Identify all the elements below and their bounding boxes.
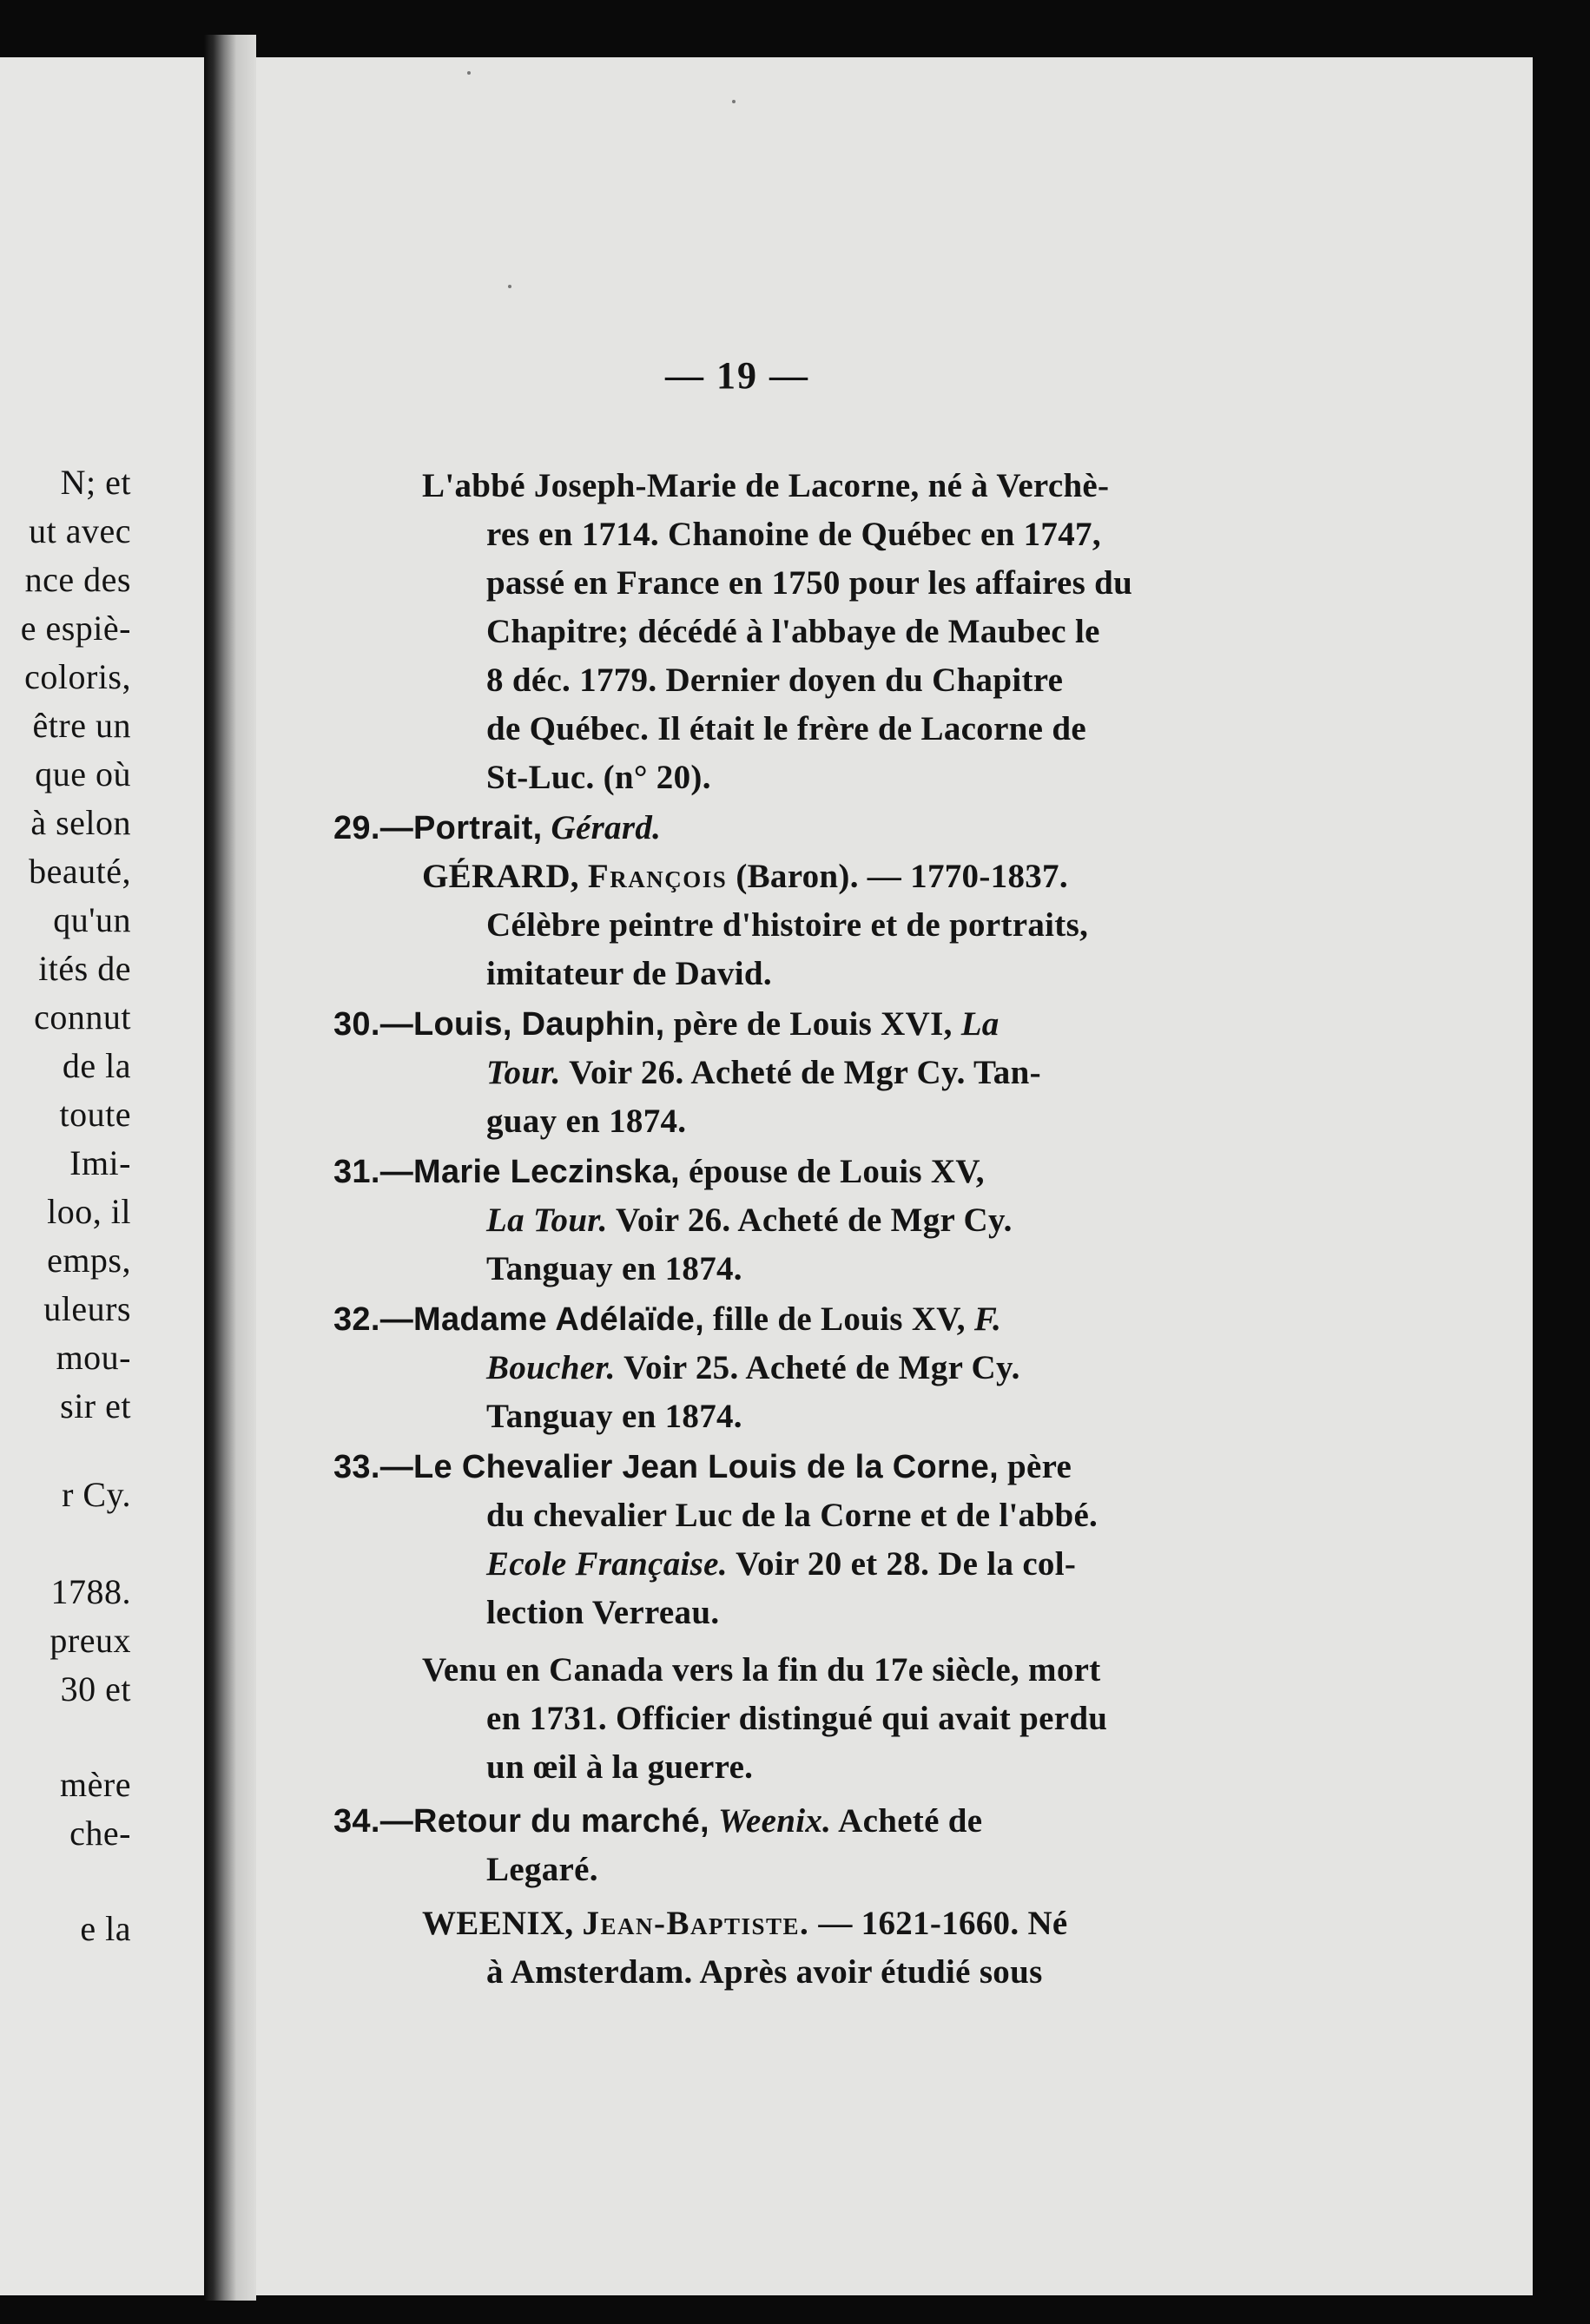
left-page-text-fragment: loo, il [47,1192,131,1231]
left-page-text-fragment: N; et [60,463,131,502]
speck [732,100,736,103]
entry-note-line: Venu en Canada vers la fin du 17e siècle, mort [422,1651,1101,1689]
entry-note-line: un œil à la guerre. [486,1748,754,1786]
catalog-entry-33: 33.—Le Chevalier Jean Louis de la Corne, père [333,1448,1072,1485]
catalog-entry-32: 32.—Madame Adélaïde, fille de Louis XV, F. [333,1300,1002,1338]
left-page-text-fragment: ut avec [29,511,131,550]
speck [508,285,511,288]
artist-bio-line: Célèbre peintre d'histoire et de portraits, [486,906,1089,944]
left-page-text-fragment: être un [32,706,131,745]
left-page-text-fragment: connut [34,997,131,1037]
left-page-text-fragment: sir et [60,1386,131,1425]
intro-note-line: passé en France en 1750 pour les affaires du [486,564,1133,602]
left-page-text-fragment: qu'un [53,900,131,939]
catalog-entry-31: 31.—Marie Leczinska, épouse de Louis XV, [333,1153,985,1190]
artist-bio-line: imitateur de David. [486,955,772,992]
page-number: — 19 — [665,354,809,397]
catalog-entry-line: Legaré. [486,1851,598,1888]
catalog-entry-line: Tour. Voir 26. Acheté de Mgr Cy. Tan- [486,1054,1041,1091]
intro-note-line: Chapitre; décédé à l'abbaye de Maubec le [486,613,1100,650]
catalog-entry-line: Tanguay en 1874. [486,1250,742,1287]
artist-bio-line: à Amsterdam. Après avoir étudié sous [486,1953,1043,1991]
left-page-text-fragment: de la [62,1046,131,1085]
left-page-text-fragment: nce des [24,560,131,599]
catalog-entry-29: 29.—Portrait, Gérard. [333,809,662,846]
catalog-entry-30: 30.—Louis, Dauphin, père de Louis XVI, La [333,1005,1000,1043]
left-page-text-fragment: emps, [47,1241,131,1280]
intro-note-line: de Québec. Il était le frère de Lacorne de [486,710,1086,747]
intro-note-line: 8 déc. 1779. Dernier doyen du Chapitre [486,662,1064,699]
left-page-text-fragment: mou- [56,1338,131,1377]
catalog-entry-line: Ecole Française. Voir 20 et 28. De la col- [486,1545,1077,1583]
left-page-text-fragment: e la [80,1909,131,1948]
catalog-entry-34: 34.—Retour du marché, Weenix. Acheté de [333,1802,983,1840]
left-page-text-fragment: che- [69,1814,131,1853]
artist-bio-line: WEENIX, Jean-Baptiste. — 1621-1660. Né [422,1905,1068,1942]
left-page-text-fragment: mère [60,1765,131,1804]
catalog-entry-line: Boucher. Voir 25. Acheté de Mgr Cy. [486,1349,1020,1386]
left-page-text-fragment: Imi- [69,1143,131,1182]
left-page-text-fragment: coloris, [24,657,131,696]
left-page-fragment [0,57,204,2295]
left-page-text-fragment: à selon [30,803,131,842]
catalog-entry-line: lection Verreau. [486,1594,720,1631]
left-page-text-fragment: toute [59,1095,131,1134]
intro-note-line: St-Luc. (n° 20). [486,759,711,796]
left-page-text-fragment: ités de [38,949,131,988]
catalog-entry-line: La Tour. Voir 26. Acheté de Mgr Cy. [486,1202,1013,1239]
catalog-entry-line: du chevalier Luc de la Corne et de l'abbé. [486,1497,1098,1534]
entry-note-line: en 1731. Officier distingué qui avait perdu [486,1700,1108,1737]
intro-note-line: res en 1714. Chanoine de Québec en 1747, [486,516,1101,553]
catalog-entry-line: Tanguay en 1874. [486,1398,742,1435]
left-page-text-fragment: e espiè- [20,609,131,648]
left-page-text-fragment: r Cy. [62,1475,131,1514]
artist-bio-line: GÉRARD, François (Baron). — 1770-1837. [422,858,1068,895]
book-gutter [204,35,256,2301]
left-page-text-fragment: uleurs [43,1289,131,1328]
left-page-text-fragment: preux [49,1621,131,1660]
right-page [256,57,1533,2295]
intro-note-line: L'abbé Joseph-Marie de Lacorne, né à Verchè- [422,467,1110,504]
left-page-text-fragment: beauté, [29,852,131,891]
speck [467,71,471,75]
left-page-text-fragment: que où [35,754,131,793]
left-page-text-fragment: 30 et [60,1669,131,1708]
catalog-entry-line: guay en 1874. [486,1103,687,1140]
left-page-text-fragment: 1788. [50,1572,131,1611]
